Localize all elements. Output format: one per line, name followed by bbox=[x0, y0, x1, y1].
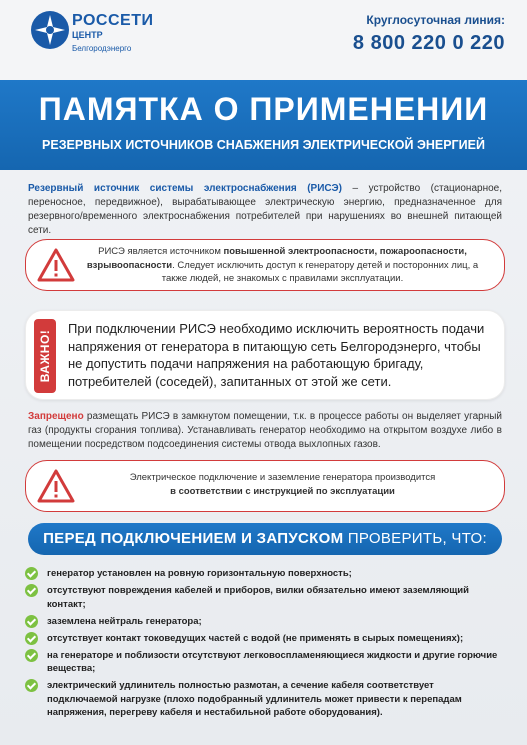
check-icon bbox=[25, 649, 38, 662]
hotline-number[interactable]: 8 800 220 0 220 bbox=[352, 32, 505, 54]
warning-triangle-icon bbox=[36, 247, 76, 283]
forbidden-label: Запрещено bbox=[28, 411, 84, 422]
list-item: отсутствует контакт токоведущих частей с водой (не применять в сырых помещениях); bbox=[25, 632, 505, 646]
warning-grounding-bold: в соответствии с инструкцией по эксплуатации bbox=[170, 485, 395, 497]
warning-box-grounding bbox=[25, 460, 505, 512]
important-box bbox=[25, 310, 505, 400]
check-icon bbox=[25, 584, 38, 597]
rosseti-logo-icon bbox=[30, 10, 70, 50]
page-title: ПАМЯТКА О ПРИМЕНЕНИИ bbox=[38, 91, 489, 127]
important-text: При подключении РИСЭ необходимо исключить вероятность подачи напряжения от генератора в питающую сеть Белгородэнерго, чтобы не допустить подачи напряжения на работающую бригаду, потребителей (соседей), запитанных от этой же сети. bbox=[68, 321, 485, 389]
intro-text: – устройство (стационарное, переносное, передвижное), вырабатывающее электрическую энергию, предназначенное для резервного/временного электроснабжения потребителей при нарушениях во внешней питающей сети. bbox=[28, 183, 502, 236]
title-banner bbox=[0, 80, 527, 170]
list-item: отсутствуют повреждения кабелей и приборов, вилки обязательно имеют заземляющий контакт; bbox=[25, 584, 505, 611]
intro-paragraph bbox=[28, 182, 502, 238]
list-item: электрический удлинитель полностью размотан, а сечение кабеля соответствует подключаемой нагрузке (плохо подобранный удлинитель может привести к перепадам напряжения, перегреву кабеля и нестабильной работе оборудования). bbox=[25, 679, 505, 720]
check-icon bbox=[25, 615, 38, 628]
header bbox=[0, 0, 527, 80]
brand-sub: ЦЕНТР bbox=[72, 30, 103, 40]
hotline-label: Круглосуточная линия: bbox=[366, 13, 505, 27]
brand-branch: Белгородэнерго bbox=[72, 44, 132, 53]
hotline bbox=[353, 13, 505, 55]
check-icon bbox=[25, 567, 38, 580]
intro-term: Резервный источник системы электроснабжения (РИСЭ) bbox=[28, 183, 342, 194]
warning-box-hazard bbox=[25, 239, 505, 291]
checklist-heading: ПЕРЕД ПОДКЛЮЧЕНИЕМ И ЗАПУСКОМ ПРОВЕРИТЬ, ЧТО: bbox=[28, 523, 502, 555]
warning-hazard-bold: повышенной электроопасности, пожароопасности, взрывоопасности bbox=[86, 246, 467, 271]
list-item: заземлена нейтраль генератора; bbox=[25, 615, 505, 629]
checklist bbox=[25, 567, 505, 723]
important-label-bar bbox=[34, 319, 56, 393]
warning-grounding-text: Электрическое подключение и заземление генератора производится в соответствии с инструкцией по эксплуатации bbox=[129, 472, 436, 497]
warning-triangle-icon bbox=[36, 468, 76, 504]
forbidden-paragraph bbox=[28, 410, 502, 452]
forbidden-text: размещать РИСЭ в замкнутом помещении, т.к. в процессе работы он выделяет угарный газ (продукты сгорания топлива). Устанавливать генератор необходимо на открытом воздухе либо в помещении посредством подсоединения системы отвода выхлопных газов. bbox=[28, 411, 502, 450]
check-icon bbox=[25, 632, 38, 645]
list-item: генератор установлен на ровную горизонтальную поверхность; bbox=[25, 567, 505, 581]
page-subtitle: РЕЗЕРВНЫХ ИСТОЧНИКОВ СНАБЖЕНИЯ ЭЛЕКТРИЧЕСКОЙ ЭНЕРГИЕЙ bbox=[42, 138, 485, 152]
important-label: ВАЖНО! bbox=[38, 329, 52, 383]
warning-hazard-text: РИСЭ является источником повышенной электроопасности, пожароопасности, взрывоопасности. Следует исключить доступ к генератору детей и посторонних лиц, а также людей, не знакомых с правилами эксплуатации. bbox=[86, 246, 479, 284]
brand bbox=[72, 12, 153, 54]
list-item: на генераторе и поблизости отсутствуют легковоспламеняющиеся жидкости и другие горючие вещества; bbox=[25, 649, 505, 676]
check-icon bbox=[25, 679, 38, 692]
brand-name: РОССЕТИ bbox=[72, 12, 154, 29]
